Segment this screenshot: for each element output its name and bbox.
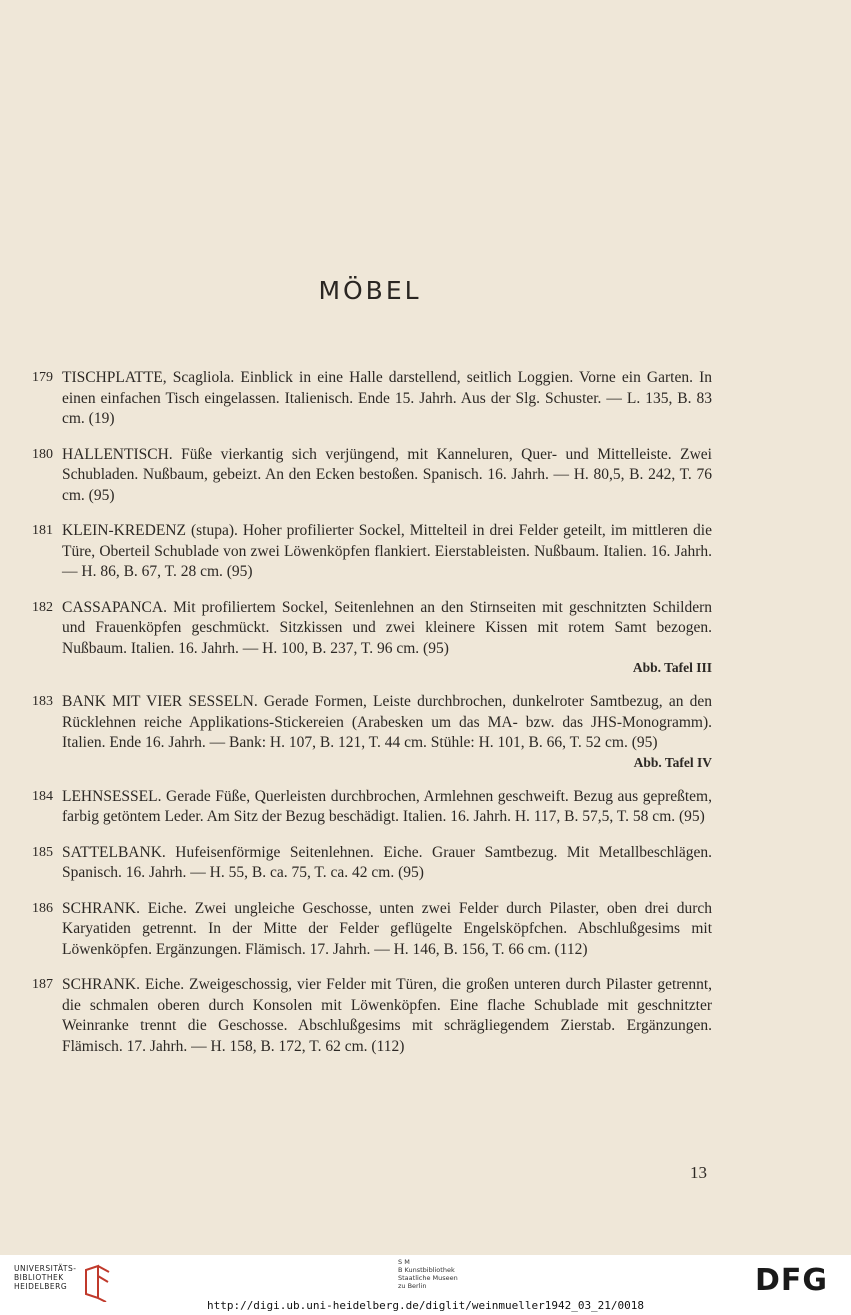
page-title: MÖBEL xyxy=(318,276,422,305)
entry-text: CASSAPANCA. Mit profiliertem Sockel, Seitenlehnen an den Stirnseiten mit geschnitzten Schildern und Frauenköpfen geschmückt. Sitzkissen und zwei kleinere Kissen mit rotem Samt bezogen. Nußbaum. Italien. 16. Jahrh. — H. 100, B. 237, T. 96 cm. (95) xyxy=(62,598,712,657)
entry-number: 186 xyxy=(32,900,53,916)
entry-text: HALLENTISCH. Füße vierkantig sich verjüngend, mit Kanneluren, Quer- und Mittelleiste. Zwei Schubladen. Nußbaum, gebeizt. An den Ecken bestoßen. Spanisch. 16. Jahrh. — H. 80,5, B. 242, T. 76 cm. (95) xyxy=(62,445,712,504)
entry-number: 182 xyxy=(32,599,53,615)
catalog-entry xyxy=(32,445,712,507)
entry-number: 185 xyxy=(32,844,53,860)
entry-text: LEHNSESSEL. Gerade Füße, Querleisten durchbrochen, Armlehnen geschweift. Bezug aus gepreßtem, farbig getöntem Leder. Am Sitz der Bezug beschädigt. Italien. 16. Jahrh. H. 117, B. 57,5, T. 58 cm. (95) xyxy=(62,787,712,825)
catalog-entry xyxy=(32,899,712,961)
entry-text: KLEIN-KREDENZ (stupa). Hoher profilierter Sockel, Mittelteil in drei Felder geteilt, im mittleren die Türe, Oberteil Schublade von zwei Löwenköpfen flankiert. Eierstableisten. Nußbaum. Italien. 16. Jahrh. — H. 86, B. 67, T. 28 cm. (95) xyxy=(62,522,712,580)
catalog-entries xyxy=(32,368,712,1072)
catalog-entry xyxy=(32,692,712,772)
university-library-logo[interactable] xyxy=(14,1264,104,1302)
entry-text: SATTELBANK. Hufeisenförmige Seitenlehnen. Eiche. Grauer Samtbezug. Mit Metallbeschlägen. Spanisch. 16. Jahrh. — H. 55, B. ca. 75, T. ca. 42 cm. (95) xyxy=(62,843,712,881)
entry-text: SCHRANK. Eiche. Zwei ungleiche Geschosse, unten zwei Felder durch Pilaster, oben drei durch Karyatiden getrennt. In der Mitte der Felder geflügelte Engelsköpfchen. Abschlußgesims mit Löwenköpfen. Ergänzungen. Flämisch. 17. Jahrh. — H. 146, B. 156, T. 66 cm. (112) xyxy=(62,899,712,958)
dfg-logo[interactable]: DFG xyxy=(755,1263,829,1298)
digitization-footer xyxy=(0,1255,851,1315)
entry-text: SCHRANK. Eiche. Zweigeschossig, vier Felder mit Türen, die großen unteren durch Pilaster getrennt, die schmalen oberen durch Konsolen mit Löwenköpfen. Eine flache Schublade mit geschnitzter Weinranke trennt die Geschosse. Abschlußgesims mit schrägliegendem Zierstab. Ergänzungen. Flämisch. 17. Jahrh. — H. 158, B. 172, T. 62 cm. (112) xyxy=(62,976,712,1055)
stamp-line: Staatliche Museen xyxy=(398,1274,458,1282)
catalog-entry xyxy=(32,787,712,828)
catalog-entry xyxy=(32,843,712,884)
entry-number: 183 xyxy=(32,694,53,709)
stamp-line: B Kunstbibliothek xyxy=(398,1266,455,1274)
university-emblem-icon xyxy=(82,1264,112,1302)
stamp-line: zu Berlin xyxy=(398,1282,427,1290)
entry-number: 187 xyxy=(32,977,53,992)
university-line: UNIVERSITÄTS- xyxy=(14,1264,77,1273)
library-stamp xyxy=(398,1258,458,1290)
plate-reference: Abb. Tafel IV xyxy=(633,754,712,770)
university-line: BIBLIOTHEK xyxy=(14,1273,64,1282)
entry-number: 179 xyxy=(32,370,53,385)
entry-text: TISCHPLATTE, Scagliola. Einblick in eine Halle darstellend, seitlich Loggien. Vorne ein Garten. In einen einfachen Tisch eingelassen. Italienisch. Ende 15. Jahrh. Aus der Slg. Schuster. — L. 135, B. 83 cm. (19) xyxy=(62,369,712,427)
entry-number: 180 xyxy=(32,446,53,462)
catalog-entry xyxy=(32,521,712,583)
university-line: HEIDELBERG xyxy=(14,1282,68,1291)
entry-number: 184 xyxy=(32,788,53,804)
page-number: 13 xyxy=(690,1163,707,1182)
plate-reference: Abb. Tafel III xyxy=(632,660,712,675)
entry-number: 181 xyxy=(32,523,53,538)
permalink-url[interactable]: http://digi.ub.uni-heidelberg.de/diglit/weinmueller1942_03_21/0018 xyxy=(206,1299,645,1312)
catalog-entry xyxy=(32,598,712,678)
stamp-line: S M xyxy=(398,1258,410,1266)
catalog-entry xyxy=(32,368,712,430)
entry-text: BANK MIT VIER SESSELN. Gerade Formen, Leiste durchbrochen, dunkelroter Samtbezug, an den Rücklehnen reiche Applikations-Stickereien (Arabesken um das MA- bzw. das JHS-Monogramm). Italien. Ende 16. Jahrh. — Bank: H. 107, B. 121, T. 44 cm. Stühle: H. 101, B. 66, T. 52 cm. (95) xyxy=(62,693,712,751)
catalog-entry xyxy=(32,975,712,1057)
